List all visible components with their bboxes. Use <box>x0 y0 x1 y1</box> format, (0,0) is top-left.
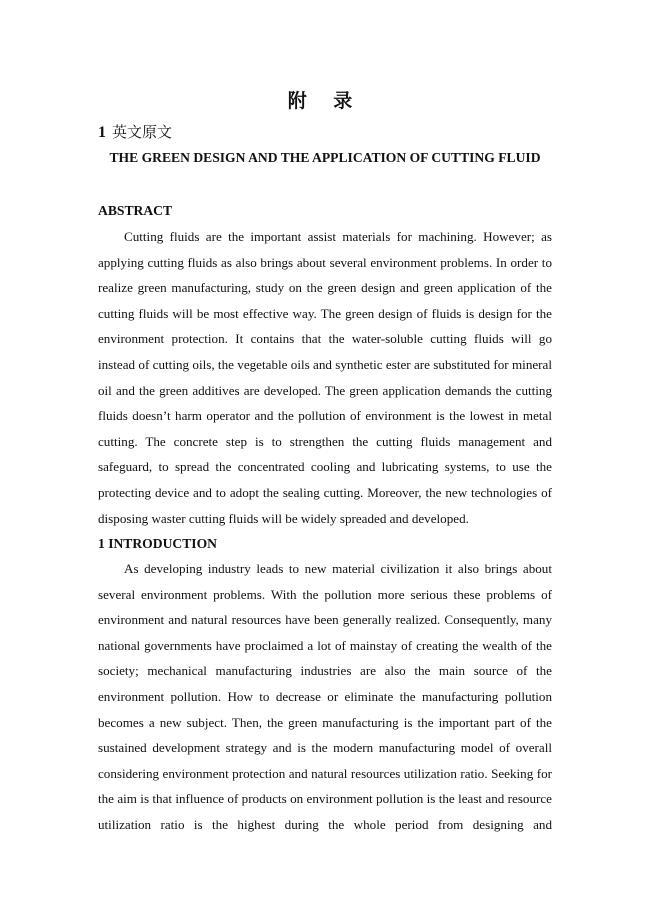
abstract-line: safeguard, to spread the concentrated cooling and lubricating systems, to use the <box>98 459 552 475</box>
introduction-line: sustained development strategy and is the modern manufacturing model of overall <box>98 740 552 756</box>
abstract-line: cutting fluids will be most effective way. The green design of fluids is design for the <box>98 305 552 321</box>
abstract-line: cutting. The concrete step is to strengthen the cutting fluids management and <box>98 433 552 449</box>
abstract-line: oil and the green additives are developed. The green application demands the cutting <box>98 382 552 398</box>
abstract-line: protecting device and to adopt the sealing cutting. Moreover, the new technologies of <box>98 484 552 500</box>
abstract-paragraph <box>98 224 552 531</box>
appendix-title: 附 录 <box>287 90 363 112</box>
abstract-heading: ABSTRACT <box>98 203 173 218</box>
introduction-heading: 1 INTRODUCTION <box>98 536 217 551</box>
introduction-paragraph <box>98 556 552 838</box>
abstract-line: instead of cutting oils, the vegetable oils and synthetic ester are substituted for mineral <box>98 356 552 372</box>
abstract-line: environment protection. It contains that the water-soluble cutting fluids will go <box>98 331 552 347</box>
introduction-line: the aim is that influence of products on environment pollution is the least and resource <box>98 791 552 807</box>
abstract-line: applying cutting fluids as also brings about several environment problems. In order to <box>98 254 552 270</box>
introduction-line: environment and natural resources have been generally realized. Consequently, many <box>98 612 552 628</box>
introduction-line: becomes a new subject. Then, the green manufacturing is the important part of the <box>98 714 552 730</box>
introduction-line: considering environment protection and natural resources utilization ratio. Seeking for <box>98 765 552 781</box>
abstract-line: disposing waster cutting fluids will be widely spreaded and developed. <box>98 510 469 526</box>
section-heading <box>98 121 172 142</box>
section-label: 英文原文 <box>112 123 173 141</box>
introduction-line: national governments have proclaimed a lot of mainstay of creating the wealth of the <box>98 637 552 653</box>
introduction-line: society; mechanical manufacturing industries are also the main source of the <box>98 663 552 679</box>
abstract-line: fluids doesn’t harm operator and the pollution of environment is the lowest in metal <box>98 408 552 424</box>
introduction-line: several environment problems. With the pollution more serious these problems of <box>98 586 552 602</box>
introduction-line: utilization ratio is the highest during the whole period from designing and <box>98 816 552 832</box>
abstract-line: Cutting fluids are the important assist materials for machining. However; as <box>124 229 552 244</box>
paper-title: THE GREEN DESIGN AND THE APPLICATION OF CUTTING FLUID <box>109 150 541 165</box>
section-number: 1 <box>98 124 106 141</box>
introduction-line: As developing industry leads to new material civilization it also brings about <box>124 561 552 576</box>
abstract-line: realize green manufacturing, study on the green design and green application of the <box>98 280 552 296</box>
introduction-line: environment pollution. How to decrease or eliminate the manufacturing pollution <box>98 688 552 704</box>
